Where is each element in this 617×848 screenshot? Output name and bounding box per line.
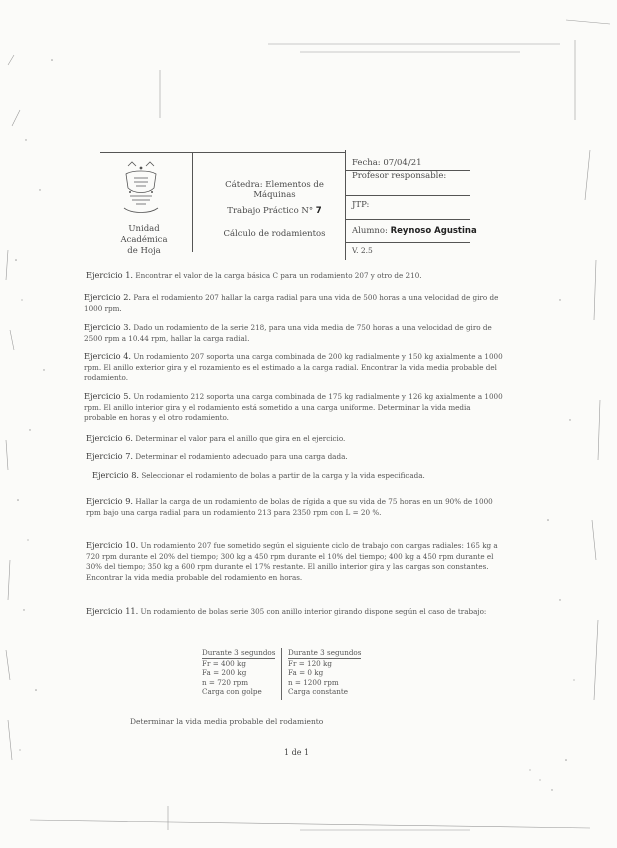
exercise-4: [84, 351, 504, 384]
exercise-11: [86, 606, 506, 618]
trabajo-practico: [212, 206, 337, 216]
exercise-6: [86, 433, 506, 445]
load-case-left-row: Fr = 400 kg: [202, 658, 246, 668]
exercise-9: [86, 496, 506, 518]
load-case-left-title: Durante 3 segundos: [202, 648, 276, 657]
header-right-line-2: [345, 195, 470, 196]
header-mid-divider: [345, 150, 346, 260]
load-case-divider: [281, 648, 282, 700]
university-name: [104, 224, 184, 257]
load-case-left-row: Carga con golpe: [202, 687, 262, 697]
exercise-text: Determinar el rodamiento adecuado para una carga dada.: [135, 452, 348, 461]
exercise-text: Hallar la carga de un rodamiento de bolas de rígida a que su vida de 75 horas en un 90% de 1000 rpm bajo una carga radial para un rodamiento 213 para 2350 rpm con L = 20 %.: [86, 497, 493, 517]
profesor-field: Profesor responsable:: [352, 171, 447, 181]
exercise-label: Ejercicio 11.: [86, 606, 139, 616]
load-case-left-row: n = 720 rpm: [202, 677, 249, 687]
header-left-divider: [192, 152, 193, 252]
load-case-right-row: n = 1200 rpm: [288, 677, 339, 687]
exercise-text: Para el rodamiento 207 hallar la carga radial para una vida de 500 horas a una velocidad de giro de 1000 rpm.: [84, 293, 499, 313]
header-top-line: [100, 152, 345, 153]
load-case-right-row: Carga constante: [288, 687, 349, 697]
catedra-title: Cátedra: Elementos de Máquinas: [225, 180, 324, 200]
alumno-field: [352, 226, 477, 236]
load-case-right-row: Fr = 120 kg: [288, 658, 332, 668]
exercise-text: Un rodamiento 207 fue sometido según el siguiente ciclo de trabajo con cargas radiales: 165 kg a 720 rpm durante el 20% del tiempo; 300 kg a 450 rpm durante el 10% del tiempo; 400 kg a 450 rpm durante el 30% del tiempo; 350 kg a 600 rpm durante el 17% restante. El anillo interior gira y las cargas son constantes. Encontrar la vida media probable del rodamiento en horas.: [86, 541, 498, 582]
exercise-text: Un rodamiento de bolas serie 305 con anillo interior girando dispone según el caso de trabajo:: [140, 607, 487, 616]
exercise-7: [86, 451, 506, 463]
exercise-text: Seleccionar el rodamiento de bolas a partir de la carga y la vida especificada.: [141, 471, 425, 480]
exercise-3: [84, 322, 504, 344]
exercise-label: Ejercicio 4.: [84, 351, 132, 361]
exercise-label: Ejercicio 5.: [84, 391, 132, 401]
header-right-line-4: [345, 242, 470, 243]
exercise-text: Determinar el valor para el anillo que gira en el ejercicio.: [135, 434, 346, 443]
exercise-text: Un rodamiento 212 soporta una carga combinada de 175 kg radialmente y 126 kg axialmente a 1000 rpm. El anillo interior gira y el rodamiento está sometido a una carga uniforme. Determinar la vida media probable en horas y el otro rodamiento.: [84, 392, 503, 422]
university-name-line-2: de Hoja: [127, 246, 161, 256]
version-field: V. 2.5: [352, 246, 373, 255]
exercise-label: Ejercicio 6.: [86, 433, 134, 443]
trabajo-label: Trabajo Práctico N°: [227, 206, 314, 216]
footer-instruction: Determinar la vida media probable del rodamiento: [130, 717, 324, 726]
exercise-1: [86, 270, 506, 282]
exercise-text: Encontrar el valor de la carga básica C para un rodamiento 207 y otro de 210.: [135, 271, 422, 280]
exercise-label: Ejercicio 1.: [86, 270, 134, 280]
exercise-8: [92, 470, 502, 482]
exercise-text: Dado un rodamiento de la serie 218, para una vida media de 750 horas a una velocidad de giro de 2500 rpm a 10.44 rpm, hallar la carga radial.: [84, 323, 492, 343]
jtp-field: JTP:: [352, 200, 370, 210]
alumno-label: Alumno:: [352, 226, 388, 236]
page-number: 1 de 1: [284, 748, 310, 757]
exercise-2: [84, 292, 504, 314]
exercise-label: Ejercicio 7.: [86, 451, 134, 461]
load-case-right: [288, 648, 361, 697]
exercise-5: [84, 391, 504, 424]
fecha-field: Fecha: 07/04/21: [352, 158, 422, 168]
header-right-line-3: [345, 219, 470, 220]
exercise-label: Ejercicio 9.: [86, 496, 134, 506]
alumno-name: Reynoso Agustina: [390, 226, 477, 236]
exercise-text: Un rodamiento 207 soporta una carga combinada de 200 kg radialmente y 150 kg axialmente a 1000 rpm. El anillo exterior gira y el rozamiento es el estimado a la carga radial. Encontrar la vida media probable del rodamiento.: [84, 352, 503, 382]
exercise-label: Ejercicio 8.: [92, 470, 140, 480]
trabajo-number: 7: [315, 206, 322, 216]
load-case-right-row: Fa = 0 kg: [288, 668, 324, 678]
exercise-label: Ejercicio 3.: [84, 322, 132, 332]
load-case-right-title: Durante 3 segundos: [288, 648, 362, 657]
exercise-10: [86, 540, 506, 583]
exercise-label: Ejercicio 10.: [86, 540, 139, 550]
exercise-label: Ejercicio 2.: [84, 292, 132, 302]
university-name-line-1: Unidad Académica: [120, 224, 168, 245]
university-crest-icon: [118, 160, 164, 220]
tema-title: Cálculo de rodamientos: [223, 229, 326, 239]
load-case-left-row: Fa = 200 kg: [202, 668, 247, 678]
load-case-left: [202, 648, 275, 697]
